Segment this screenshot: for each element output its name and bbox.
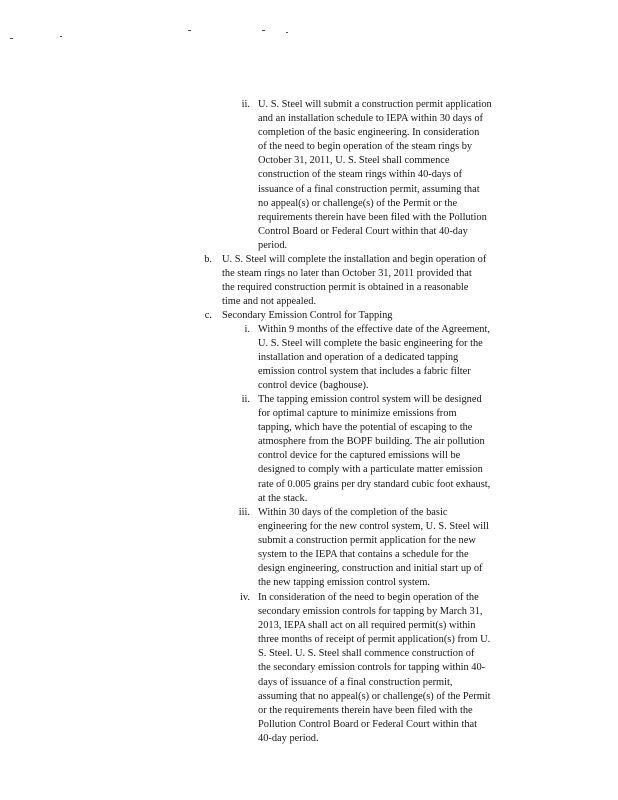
scan-artifact bbox=[60, 36, 62, 37]
list-item-ii-tapping bbox=[241, 393, 578, 506]
list-item-ii-steam-rings bbox=[241, 98, 578, 253]
list-item-iii-tapping bbox=[238, 506, 578, 591]
item-marker: ii. bbox=[241, 99, 250, 110]
item-text: In consideration of the need to begin operation of the secondary emission controls for tapping by March 31, 2013, IEPA shall act on all required permit(s) within three months of receipt of permit application(s) from U. S. Steel. U. S. Steel shall commence construction of the secondary emission controls for tapping within 40- days of issuance of a final construction permit, assuming that no appeal(s) or challenge(s) of the Permit or the requirements therein have been filed with the Pollution Control Board or Federal Court within that 40-day period. bbox=[258, 592, 491, 744]
item-marker: b. bbox=[204, 254, 212, 265]
item-text: The tapping emission control system will be designed for optimal capture to minimize emissions from tapping, which have the potential of escaping to the atmosphere from the BOPF building. The air pollution control device for the captured emissions will be designed to comply with a particulate matter emission rate of 0.005 grains per dry standard cubic foot exhaust, at the stack. bbox=[258, 394, 491, 504]
item-marker: c. bbox=[204, 310, 212, 321]
list-item-iv-tapping bbox=[239, 591, 578, 746]
list-item-i-tapping bbox=[244, 323, 578, 393]
scan-artifact bbox=[188, 30, 191, 31]
item-marker: iii. bbox=[238, 507, 250, 518]
item-text: U. S. Steel will complete the installation and begin operation of the steam rings no later than October 31, 2011 provided that the required construction permit is obtained in a reasonable time and not appealed. bbox=[222, 254, 487, 308]
item-marker: ii. bbox=[241, 394, 250, 405]
list-item-c bbox=[204, 309, 562, 323]
list-item-b bbox=[204, 253, 562, 309]
item-text: Within 9 months of the effective date of the Agreement, U. S. Steel will complete the basic engineering for the installation and operation of a dedicated tapping emission control system that includes a fabric filter control device (baghouse). bbox=[258, 324, 490, 392]
scan-artifact bbox=[262, 30, 265, 31]
item-text: Within 30 days of the completion of the basic engineering for the new control system, U. S. Steel will submit a construction permit application for the new system to the IEPA that contains a schedule for the design engineering, construction and initial start up of the new tapping emission control system. bbox=[258, 507, 489, 589]
item-marker: iv. bbox=[239, 592, 250, 603]
item-marker: i. bbox=[244, 324, 250, 335]
scan-artifact bbox=[10, 38, 13, 39]
item-text: U. S. Steel will submit a construction permit application and an installation schedule to IEPA within 30 days of completion of the basic engineering. In consideration of the need to begin operation of the steam rings by October 31, 2011, U. S. Steel shall commence construction of the steam rings within 40-days of issuance of a final construction permit, assuming that no appeal(s) or challenge(s) of the Permit or the requirements therein have been filed with the Pollution Control Board or Federal Court within that 40-day period. bbox=[258, 99, 492, 251]
scan-artifact bbox=[286, 32, 288, 33]
item-text: Secondary Emission Control for Tapping bbox=[222, 310, 393, 321]
